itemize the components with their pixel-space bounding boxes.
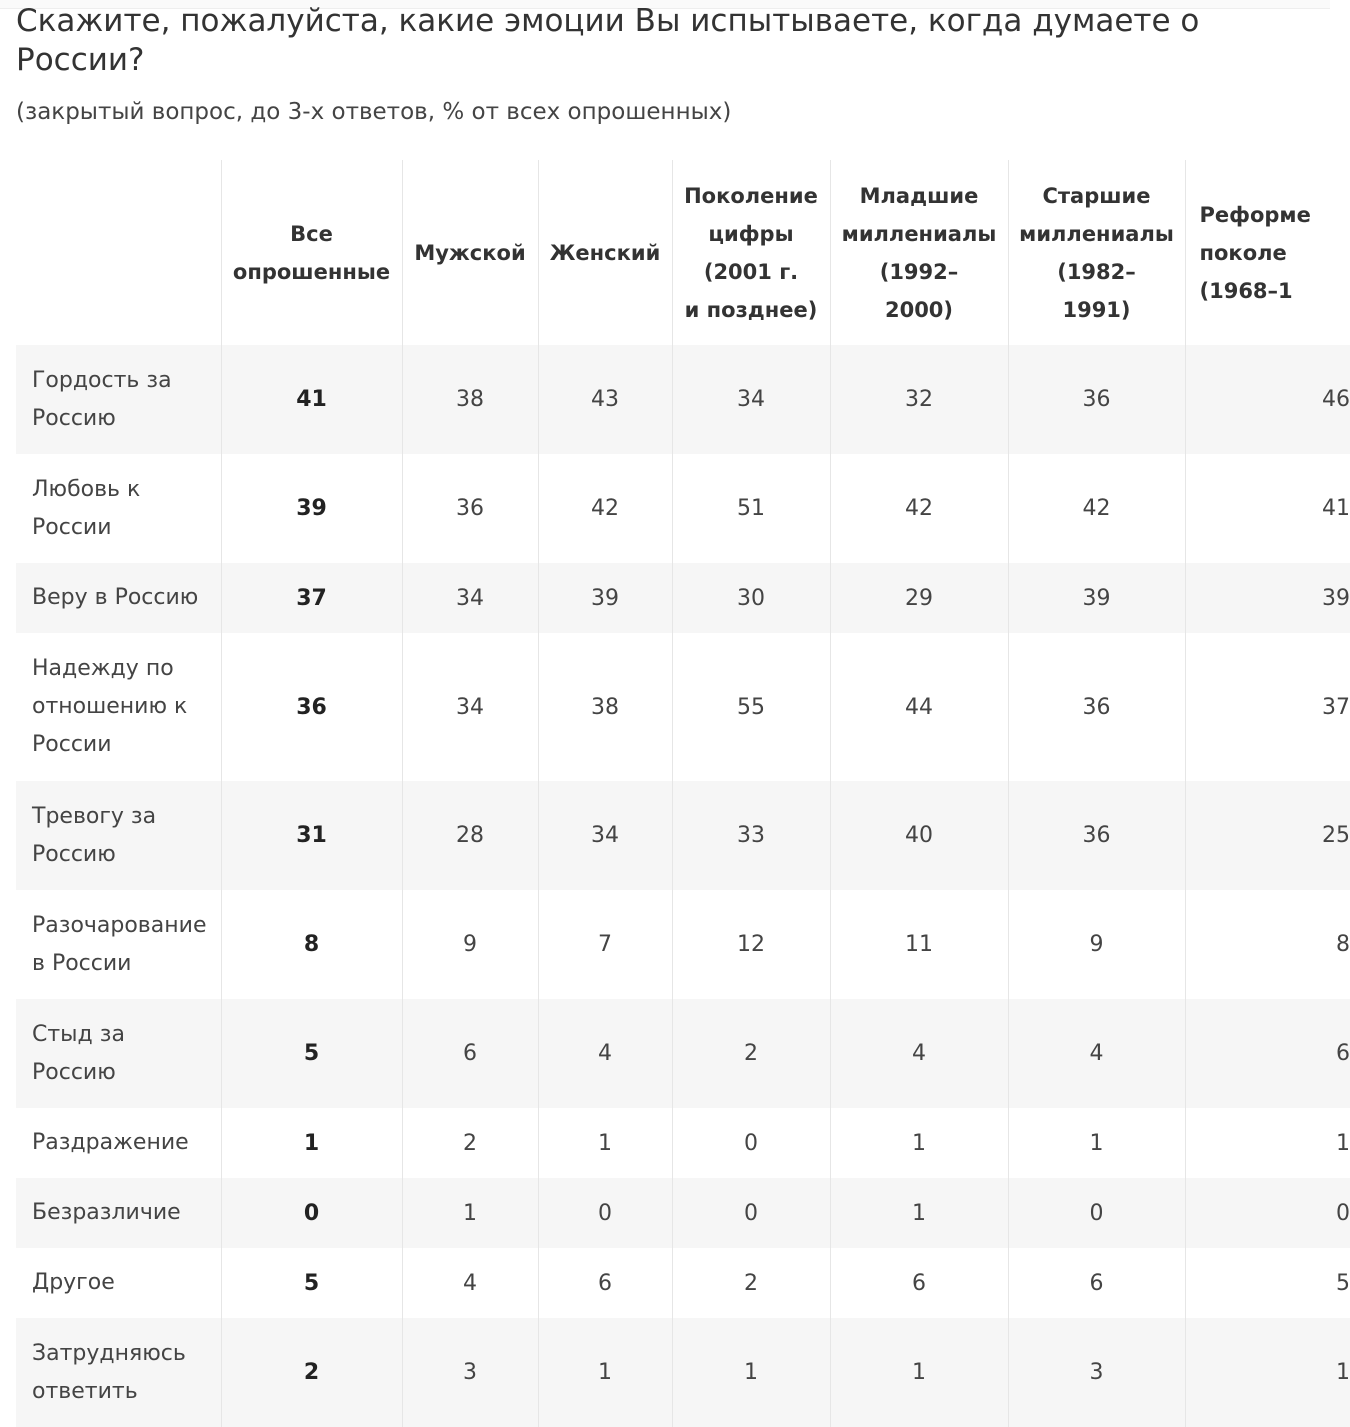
cell-value: 1 bbox=[830, 1318, 1008, 1427]
cell-value: 42 bbox=[538, 454, 672, 563]
cell-value: 25 bbox=[1185, 781, 1350, 890]
cell-value: 36 bbox=[1008, 633, 1185, 781]
table-row bbox=[16, 781, 1350, 890]
cell-value: 1 bbox=[830, 1178, 1008, 1248]
cell-value-total: 0 bbox=[221, 1178, 402, 1248]
cell-value: 41 bbox=[1322, 496, 1350, 521]
cell-value: 4 bbox=[1008, 999, 1185, 1108]
cell-value: 38 bbox=[402, 345, 538, 454]
cell-value: 44 bbox=[830, 633, 1008, 781]
cell-value: 5 bbox=[1336, 1270, 1350, 1296]
cell-value-total: 2 bbox=[221, 1318, 402, 1427]
cell-value: 9 bbox=[402, 890, 538, 999]
header-cell: Старшие миллениалы (1982– 1991) bbox=[1008, 160, 1185, 345]
cell-value: 29 bbox=[830, 563, 1008, 633]
cell-value: 34 bbox=[538, 781, 672, 890]
cell-value: 7 bbox=[538, 890, 672, 999]
table-row bbox=[16, 890, 1350, 999]
table-body bbox=[16, 345, 1350, 1427]
cell-value: 4 bbox=[538, 999, 672, 1108]
cell-value: 39 bbox=[538, 563, 672, 633]
cell-value: 1 bbox=[830, 1108, 1008, 1178]
cell-value: 37 bbox=[1322, 694, 1350, 720]
cell-value: 30 bbox=[672, 563, 830, 633]
cell-value: 0 bbox=[672, 1178, 830, 1248]
cell-value: 1 bbox=[1008, 1108, 1185, 1178]
cell-value: 2 bbox=[672, 1248, 830, 1318]
header-cell: Поколение цифры (2001 г. и позднее) bbox=[672, 160, 830, 345]
cell-value: 4 bbox=[830, 999, 1008, 1108]
cell-value: 6 bbox=[402, 999, 538, 1108]
cell-value: 12 bbox=[672, 890, 830, 999]
cell-value-total: 5 bbox=[221, 999, 402, 1108]
cell-value: 1 bbox=[1185, 1318, 1350, 1427]
cell-value: 4 bbox=[402, 1248, 538, 1318]
row-label: Надежду по отношению к России bbox=[16, 633, 221, 781]
cell-value: 28 bbox=[402, 781, 538, 890]
header-cell: Мужской bbox=[402, 160, 538, 345]
cell-value-total: 8 bbox=[221, 890, 402, 999]
row-label: Веру в Россию bbox=[16, 563, 221, 633]
cell-value: 3 bbox=[1008, 1318, 1185, 1427]
cell-value: 32 bbox=[830, 345, 1008, 454]
table-scroll-container[interactable] bbox=[16, 160, 1350, 1404]
table-row bbox=[16, 1108, 1350, 1178]
header-cell: Реформе поколе (1968–1 bbox=[1199, 202, 1311, 303]
cell-value-total: 5 bbox=[221, 1248, 402, 1318]
table-row bbox=[16, 563, 1350, 633]
cell-value: 1 bbox=[1336, 1130, 1350, 1156]
cell-value: 34 bbox=[402, 563, 538, 633]
cell-value-total: 36 bbox=[221, 633, 402, 781]
cell-value: 40 bbox=[830, 781, 1008, 890]
row-label: Гордость за Россию bbox=[16, 345, 221, 454]
cell-value: 39 bbox=[1185, 563, 1350, 633]
cell-value: 0 bbox=[538, 1178, 672, 1248]
cell-value: 9 bbox=[1008, 890, 1185, 999]
cell-value: 34 bbox=[402, 633, 538, 781]
cell-value: 8 bbox=[1336, 932, 1350, 957]
cell-value: 6 bbox=[1008, 1248, 1185, 1318]
page-subtitle: (закрытый вопрос, до 3-х ответов, % от всех опрошенных) bbox=[16, 99, 732, 125]
cell-value: 6 bbox=[830, 1248, 1008, 1318]
table-row bbox=[16, 999, 1350, 1108]
table-row bbox=[16, 1178, 1350, 1248]
table-row bbox=[16, 1318, 1350, 1427]
cell-value: 3 bbox=[402, 1318, 538, 1427]
cell-value: 36 bbox=[1008, 345, 1185, 454]
cell-value-total: 31 bbox=[221, 781, 402, 890]
header-cell-empty bbox=[16, 160, 221, 345]
cell-value: 39 bbox=[1008, 563, 1185, 633]
cell-value-total: 1 bbox=[221, 1108, 402, 1178]
cell-value: 1 bbox=[538, 1318, 672, 1427]
cell-value: 1 bbox=[672, 1318, 830, 1427]
cell-value: 38 bbox=[538, 633, 672, 781]
cell-value: 36 bbox=[402, 454, 538, 563]
table-header-row bbox=[16, 160, 1350, 345]
table-row bbox=[16, 1248, 1350, 1318]
cell-value: 55 bbox=[672, 633, 830, 781]
table-row bbox=[16, 633, 1350, 781]
cell-value: 11 bbox=[830, 890, 1008, 999]
cell-value: 46 bbox=[1185, 345, 1350, 454]
row-label: Любовь к России bbox=[16, 454, 221, 563]
cell-value: 1 bbox=[538, 1108, 672, 1178]
cell-value: 51 bbox=[672, 454, 830, 563]
cell-value: 0 bbox=[1008, 1178, 1185, 1248]
header-cell: Младшие миллениалы (1992– 2000) bbox=[830, 160, 1008, 345]
row-label: Тревогу за Россию bbox=[16, 781, 221, 890]
cell-value: 0 bbox=[672, 1108, 830, 1178]
row-label: Затрудняюсь ответить bbox=[16, 1318, 221, 1427]
cell-value: 2 bbox=[672, 999, 830, 1108]
cell-value: 42 bbox=[830, 454, 1008, 563]
cell-value-total: 39 bbox=[221, 454, 402, 563]
cell-value: 36 bbox=[1008, 781, 1185, 890]
cell-value: 6 bbox=[1185, 999, 1350, 1108]
row-label: Раздражение bbox=[16, 1108, 221, 1178]
row-label: Безразличие bbox=[16, 1178, 221, 1248]
page-title: Скажите, пожалуйста, какие эмоции Вы испытываете, когда думаете о России? bbox=[16, 3, 1200, 78]
cell-value: 6 bbox=[538, 1248, 672, 1318]
row-label: Разочарование в России bbox=[16, 890, 221, 999]
cell-value: 34 bbox=[672, 345, 830, 454]
header-cell: Все опрошенные bbox=[221, 160, 402, 345]
row-label: Другое bbox=[16, 1248, 221, 1318]
cell-value: 43 bbox=[538, 345, 672, 454]
cell-value: 0 bbox=[1185, 1178, 1350, 1248]
cell-value: 33 bbox=[672, 781, 830, 890]
cell-value-total: 41 bbox=[221, 345, 402, 454]
table-row bbox=[16, 454, 1350, 563]
cell-value: 2 bbox=[402, 1108, 538, 1178]
cell-value-total: 37 bbox=[221, 563, 402, 633]
header-cell: Женский bbox=[538, 160, 672, 345]
cell-value: 1 bbox=[402, 1178, 538, 1248]
table-row bbox=[16, 345, 1350, 454]
row-label: Стыд за Россию bbox=[16, 999, 221, 1108]
cell-value: 42 bbox=[1008, 454, 1185, 563]
survey-table bbox=[16, 160, 1350, 1427]
